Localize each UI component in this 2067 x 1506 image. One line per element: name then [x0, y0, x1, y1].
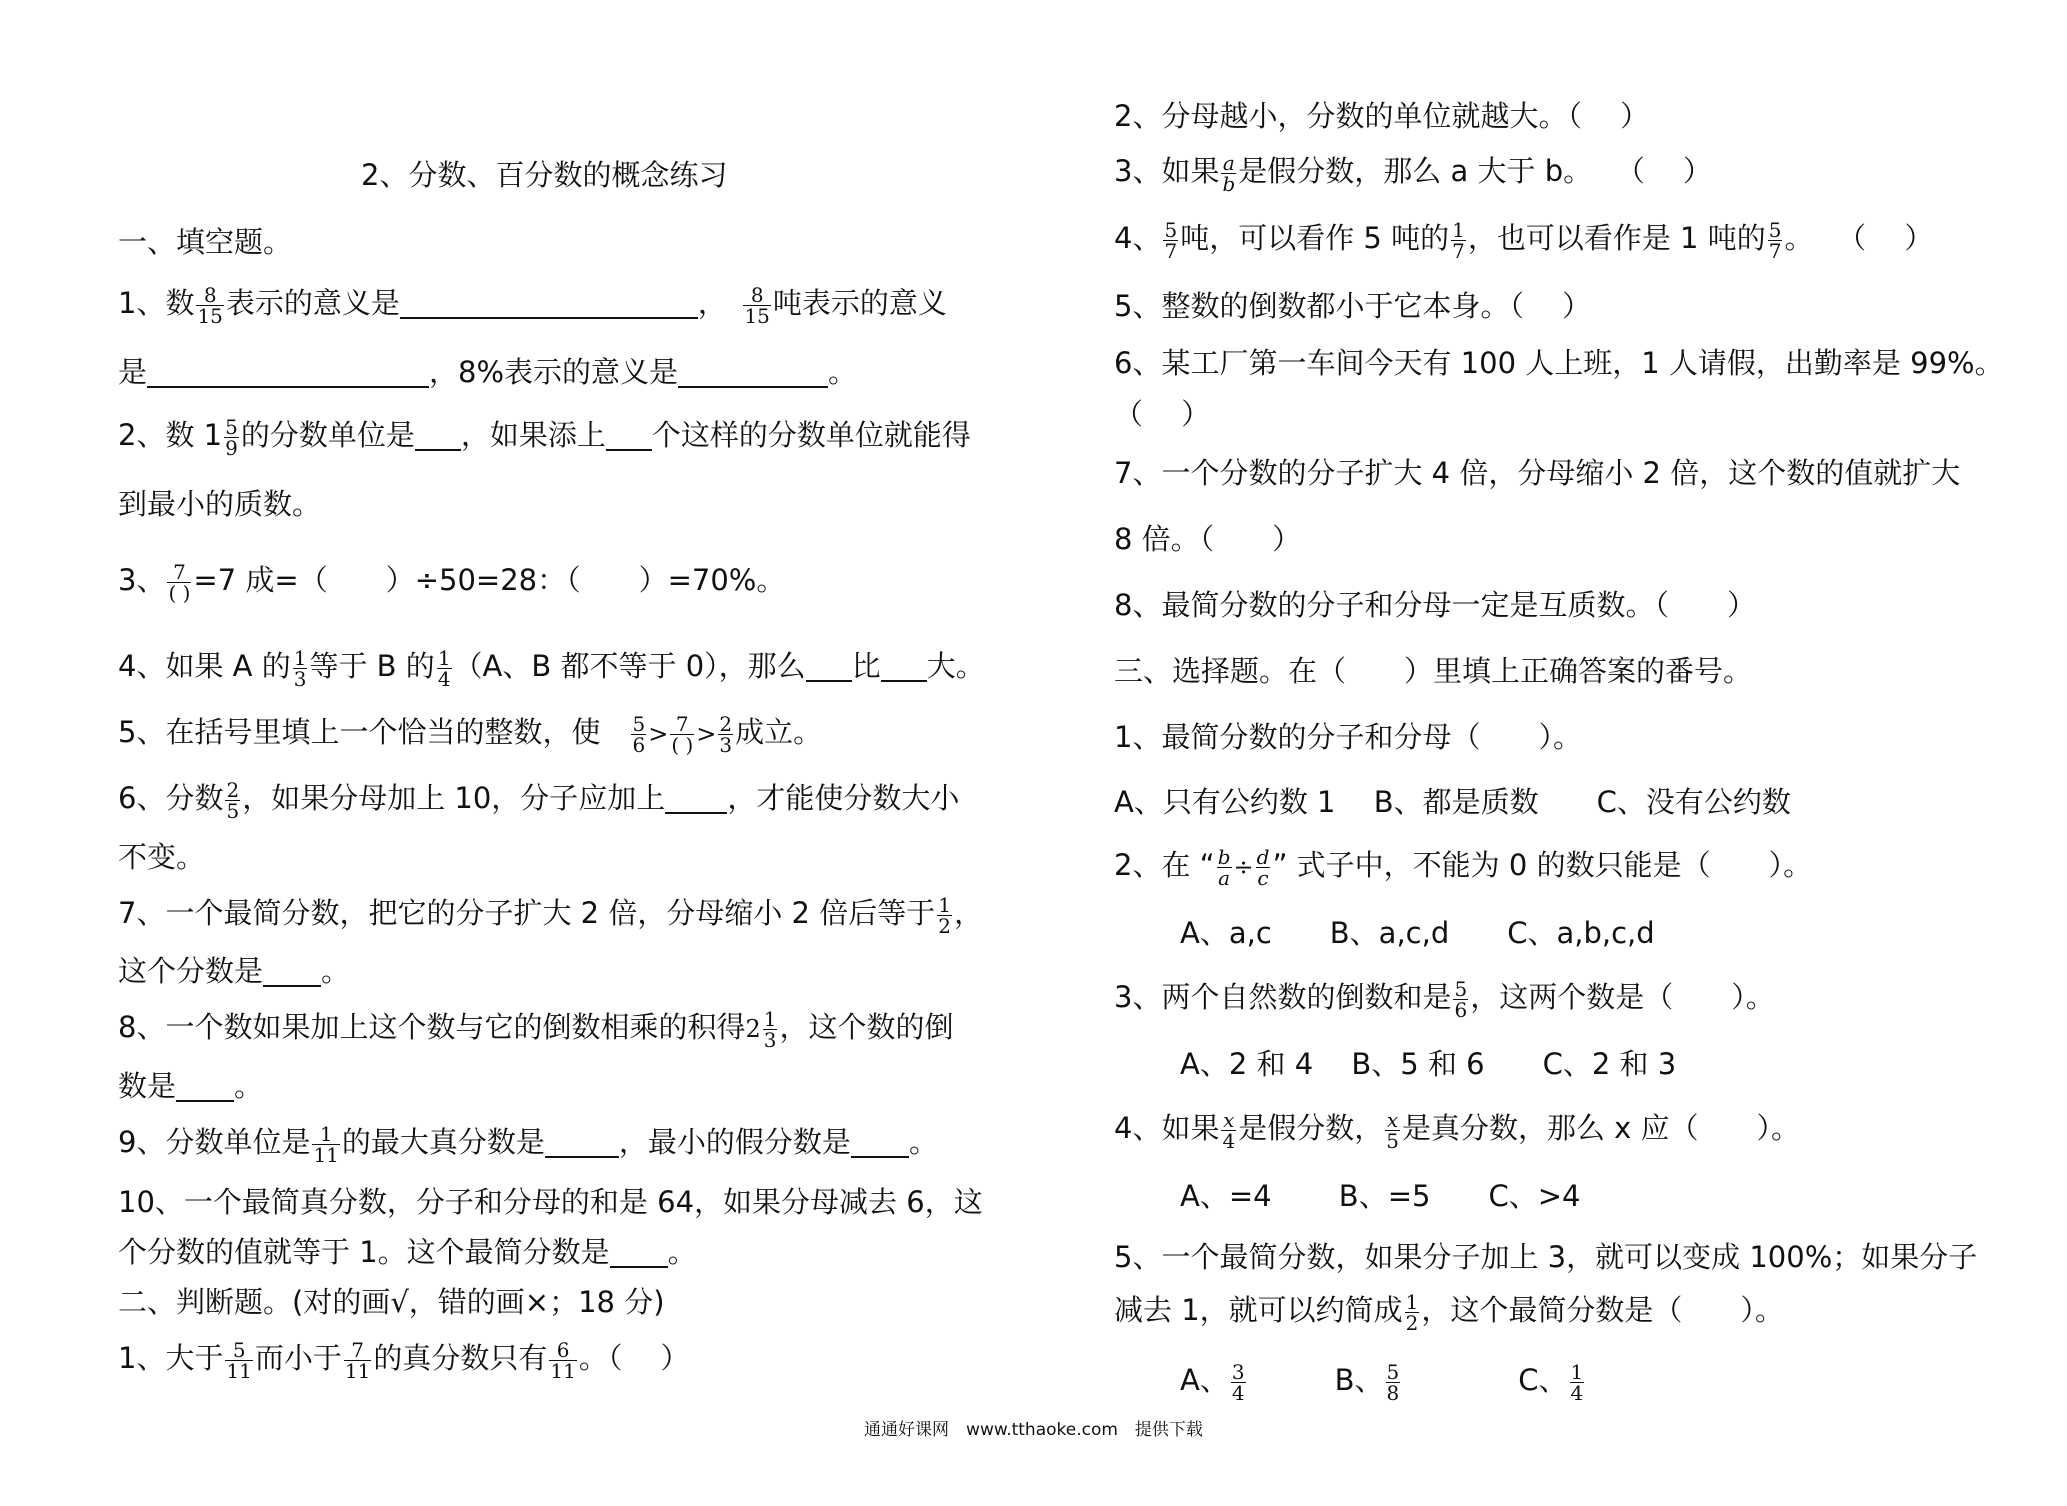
choice-question-5-options: A、 $\frac{3}{4}$ B、 $\frac{5}{8}$ C、 $\frac{1}{4}$ [1180, 1359, 1584, 1405]
choice-question-1-options: A、只有公约数 1 B、都是质数 C、没有公约数 [1114, 785, 1791, 819]
judge-question-6-line-1: 6、某工厂第一车间今天有 100 人上班，1 人请假，出勤率是 99%。 [1114, 346, 2004, 380]
answer-blank[interactable] [176, 1070, 234, 1102]
question-9: 9、分数单位是 $\frac{1}{11}$ 的最大真分数是 ，最小的假分数是 。 [118, 1121, 938, 1167]
question-2-line-2: 到最小的质数。 [118, 487, 322, 521]
worksheet-title: 2、分数、百分数的概念练习 [361, 158, 728, 192]
judge-question-2: 2、分母越小，分数的单位就越大。（ ） [1114, 99, 1650, 133]
answer-blank[interactable] [606, 419, 652, 451]
answer-blank[interactable] [610, 1236, 668, 1268]
judge-question-1: 1、大于 $\frac{5}{11}$ 而小于 $\frac{7}{11}$ 的真分数只有 $\frac{6}{11}$ 。（ ） [118, 1337, 690, 1383]
answer-blank[interactable] [545, 1126, 619, 1158]
answer-blank[interactable] [678, 356, 828, 388]
choice-question-4: 4、如果 $\frac{x}{4}$ 是假分数， $\frac{x}{5}$ 是真分数，那么 x 应（ ）。 [1114, 1107, 1801, 1153]
answer-blank[interactable] [415, 419, 461, 451]
question-6-line-1: 6、分数 $\frac{2}{5}$ ，如果分母加上 10，分子应加上 ，才能使分数大小 [118, 777, 960, 823]
section-true-false-heading: 二、判断题。(对的画√，错的画×；18 分) [118, 1285, 665, 1319]
choice-question-1: 1、最简分数的分子和分母（ ）。 [1114, 720, 1582, 754]
question-2-line-1: 2、数 1 $\frac{5}{9}$ 的分数单位是 ，如果添上 个这样的分数单位就能得 [118, 414, 971, 460]
question-7-line-2: 这个分数是 。 [118, 954, 351, 988]
choice-question-3-options: A、2 和 4 B、5 和 6 C、2 和 3 [1180, 1047, 1677, 1081]
answer-blank[interactable] [881, 650, 927, 682]
question-8-line-1: 8、一个数如果加上这个数与它的倒数相乘的积得2 $\frac{1}{3}$ ，这个数的倒 [118, 1006, 954, 1052]
question-6-line-2: 不变。 [118, 840, 206, 874]
question-1-line-2: 是 ，8%表示的意义是 。 [118, 355, 858, 389]
question-5: 5、在括号里填上一个恰当的整数，使 $\frac{5}{6}$ > $\frac{7}{( )}$ > $\frac{2}{3}$ 成立。 [118, 711, 823, 757]
question-10-line-1: 10、一个最简真分数，分子和分母的和是 64，如果分母减去 6，这 [118, 1185, 983, 1219]
footer-credit: 通通好课网 www.tthaoke.com 提供下载 [864, 1420, 1203, 1440]
judge-question-3: 3、如果 $\frac{a}{b}$ 是假分数，那么 a 大于 b。 （ ） [1114, 150, 1713, 196]
choice-question-5-line-2: 减去 1，就可以约简成 $\frac{1}{2}$ ，这个最简分数是（ ）。 [1114, 1289, 1784, 1335]
section-fill-in-heading: 一、填空题。 [118, 225, 293, 259]
judge-question-7-line-2: 8 倍。（ ） [1114, 522, 1302, 556]
choice-question-4-options: A、=4 B、=5 C、>4 [1180, 1179, 1581, 1213]
question-1-line-1: 1、数 $\frac{8}{15}$ 表示的意义是 ， $\frac{8}{15}$ 吨表示的意义 [118, 282, 947, 328]
judge-question-6-line-2: （ ） [1114, 397, 1211, 431]
question-4: 4、如果 A 的 $\frac{1}{3}$ 等于 B 的 $\frac{1}{4}$ （A、B 都不等于 0），那么 比 大。 [118, 645, 985, 691]
question-3: 3、 $\frac{7}{( )}$ =7 成=（ ）÷50=28：（ ）=70%。 [118, 559, 786, 605]
answer-blank[interactable] [806, 650, 852, 682]
judge-question-7-line-1: 7、一个分数的分子扩大 4 倍，分母缩小 2 倍，这个数的值就扩大 [1114, 456, 1961, 490]
choice-question-2-options: A、a,c B、a,c,d C、a,b,c,d [1180, 916, 1655, 950]
answer-blank[interactable] [400, 287, 698, 319]
choice-question-3: 3、两个自然数的倒数和是 $\frac{5}{6}$ ，这两个数是（ ）。 [1114, 976, 1775, 1022]
question-10-line-2: 个分数的值就等于 1。这个最简分数是 。 [118, 1235, 697, 1269]
answer-blank[interactable] [665, 782, 727, 814]
choice-question-5-line-1: 5、一个最简分数，如果分子加上 3，就可以变成 100%；如果分子 [1114, 1240, 1978, 1274]
judge-question-4: 4、 $\frac{5}{7}$ 吨，可以看作 5 吨的 $\frac{1}{7}$ ，也可以看作是 1 吨的 $\frac{5}{7}$ 。 （ ） [1114, 217, 1934, 263]
judge-question-5: 5、整数的倒数都小于它本身。（ ） [1114, 289, 1592, 323]
section-choice-heading: 三、选择题。在（ ）里填上正确答案的番号。 [1114, 654, 1753, 688]
question-7-line-1: 7、一个最简分数，把它的分子扩大 2 倍，分母缩小 2 倍后等于 $\frac{1}{2}$ ， [118, 892, 983, 938]
answer-blank[interactable] [147, 356, 429, 388]
judge-question-8: 8、最简分数的分子和分母一定是互质数。（ ） [1114, 588, 1756, 622]
answer-blank[interactable] [851, 1126, 909, 1158]
question-8-line-2: 数是 。 [118, 1069, 264, 1103]
answer-blank[interactable] [263, 955, 321, 987]
choice-question-2: 2、在 “ $\frac{b}{a}$ ÷ $\frac{d}{c}$ ” 式子中，不能为 0 的数只能是（ ）。 [1114, 844, 1813, 890]
